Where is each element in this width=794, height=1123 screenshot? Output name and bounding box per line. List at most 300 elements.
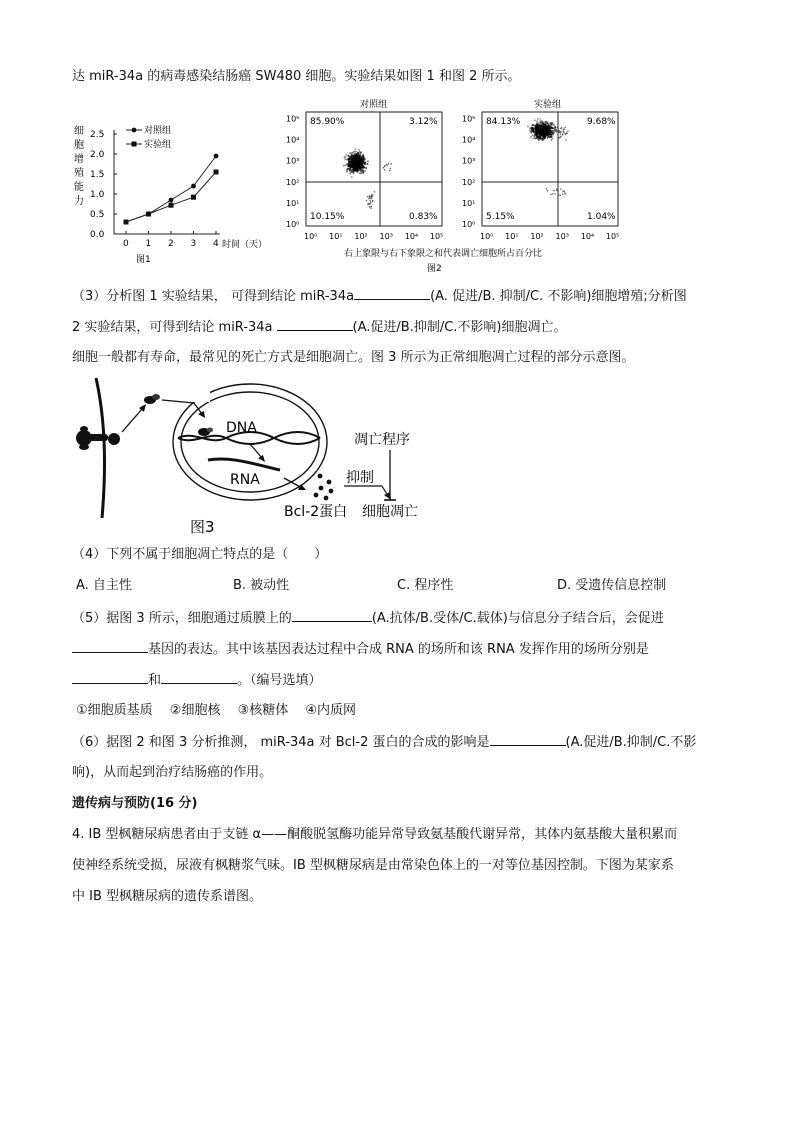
flow-event-dot bbox=[562, 134, 563, 135]
flow-event-dot bbox=[359, 167, 361, 169]
flow-event-dot bbox=[387, 165, 388, 166]
q6-line1 bbox=[72, 733, 696, 752]
flow-event-dot bbox=[537, 125, 539, 127]
flow-event-dot bbox=[529, 130, 531, 132]
flow-event-dot bbox=[350, 172, 352, 174]
flow-event-dot bbox=[353, 170, 355, 172]
flow-event-dot bbox=[547, 124, 549, 126]
flow-event-dot bbox=[370, 208, 371, 209]
flow-event-dot bbox=[343, 165, 345, 167]
q3-blank2[interactable] bbox=[277, 318, 353, 331]
flow-event-dot bbox=[542, 126, 544, 128]
y-tick-label: 10³ bbox=[462, 156, 476, 166]
q5-blank2[interactable] bbox=[72, 640, 148, 653]
q6-blank[interactable] bbox=[490, 733, 566, 746]
flow-event-dot bbox=[558, 190, 559, 191]
flow-event-dot bbox=[366, 168, 368, 170]
q3-line1 bbox=[72, 287, 687, 306]
flow-event-dot bbox=[362, 170, 364, 172]
x-tick-label: 10¹ bbox=[505, 232, 519, 241]
flow-event-dot bbox=[550, 122, 552, 124]
flow-event-dot bbox=[542, 140, 544, 142]
q6-line2: 响)，从而起到治疗结肠癌的作用。 bbox=[72, 765, 273, 780]
flow-event-dot bbox=[371, 198, 372, 199]
fig2-note: 右上象限与右下象限之和代表调亡细胞所占百分比 bbox=[344, 249, 543, 259]
fig1-point-experiment bbox=[124, 220, 129, 225]
flow-event-dot bbox=[561, 127, 562, 128]
exp-scatter-cloud bbox=[527, 118, 568, 196]
flow-event-dot bbox=[536, 132, 538, 134]
fig1-y-tick-label: 2.5 bbox=[90, 130, 105, 140]
flow-event-dot bbox=[383, 167, 384, 168]
flow-event-dot bbox=[562, 194, 563, 195]
fig1-point-control bbox=[169, 198, 174, 203]
flow-event-dot bbox=[541, 131, 543, 133]
intro-line: 达 miR-34a 的病毒感染结肠癌 SW480 细胞。实验结果如图 1 和图 2 所示。 bbox=[72, 69, 521, 84]
y-tick-label: 10⁰ bbox=[286, 220, 300, 229]
flow-event-dot bbox=[351, 176, 353, 178]
flow-event-dot bbox=[364, 161, 366, 163]
flow-event-dot bbox=[344, 159, 346, 161]
flow-event-dot bbox=[363, 157, 365, 159]
flow-event-dot bbox=[358, 170, 360, 172]
flow-event-dot bbox=[552, 134, 554, 136]
q4-stem: （4）下列不属于细胞凋亡特点的是（ ） bbox=[72, 547, 328, 562]
q5-l1b: (A.抗体/B.受体/C.载体)与信息分子结合后，会促进 bbox=[371, 611, 664, 626]
q5-choices: ①细胞质基质 ②细胞核 ③核糖体 ④内质网 bbox=[76, 703, 357, 718]
flow-event-dot bbox=[368, 198, 369, 199]
flow-event-dot bbox=[371, 206, 372, 207]
flow-event-dot bbox=[538, 123, 540, 125]
flow-event-dot bbox=[543, 123, 545, 125]
flow-event-dot bbox=[539, 129, 541, 131]
q5-blank1[interactable] bbox=[292, 609, 372, 622]
flow-event-dot bbox=[539, 137, 541, 139]
x-tick-label: 10⁴ bbox=[404, 232, 419, 241]
fig1-ylabel-char: 细 bbox=[74, 126, 84, 137]
flow-event-dot bbox=[369, 203, 370, 204]
fig1-line-chart bbox=[70, 116, 280, 268]
control-axis-ticks bbox=[286, 114, 443, 241]
fig1-x-tick-label: 1 bbox=[145, 239, 152, 249]
fig1-ylabel bbox=[74, 125, 84, 207]
flow-event-dot bbox=[355, 151, 357, 153]
flow-event-dot bbox=[359, 169, 361, 171]
y-tick-label: 10⁴ bbox=[286, 135, 300, 145]
flow-event-dot bbox=[374, 191, 375, 192]
fig1-y-tick-label: 1.0 bbox=[90, 190, 105, 200]
flow-event-dot bbox=[356, 169, 358, 171]
fig1-x-tick-label: 2 bbox=[168, 239, 174, 249]
q3-blank1[interactable] bbox=[354, 287, 430, 300]
receptor-icon bbox=[76, 426, 120, 450]
control-q-tl: 85.90% bbox=[310, 117, 345, 127]
flow-event-dot bbox=[539, 130, 541, 132]
fig1-x-tick-label: 0 bbox=[123, 239, 129, 249]
flow-event-dot bbox=[557, 187, 558, 188]
flow-event-dot bbox=[370, 200, 371, 201]
signal-molecule-icon bbox=[144, 394, 160, 404]
flow-event-dot bbox=[554, 127, 556, 129]
flow-event-dot bbox=[544, 136, 546, 138]
flow-event-dot bbox=[530, 136, 532, 138]
flow-event-dot bbox=[546, 188, 547, 189]
flow-event-dot bbox=[358, 156, 360, 158]
q4-genetics-line1: 4. IB 型枫糖尿病患者由于支链 α——酮酸脱氢酶功能异常导致氨基酸代谢异常，其体内氨基酸大量积累而 bbox=[72, 827, 678, 842]
flow-event-dot bbox=[531, 128, 533, 130]
flow-event-dot bbox=[367, 160, 369, 162]
fig1-ylabel-char: 能 bbox=[74, 182, 84, 193]
flow-event-dot bbox=[527, 126, 529, 128]
y-tick-label: 10³ bbox=[286, 156, 300, 166]
flow-event-dot bbox=[542, 137, 544, 139]
control-scatter-cloud bbox=[343, 149, 392, 209]
flow-event-dot bbox=[353, 166, 355, 168]
q5-l3a: 和 bbox=[148, 673, 162, 688]
flow-event-dot bbox=[384, 166, 385, 167]
flow-event-dot bbox=[358, 165, 360, 167]
flow-event-dot bbox=[369, 206, 370, 207]
control-q-bl: 10.15% bbox=[310, 212, 345, 222]
y-tick-label: 10² bbox=[462, 177, 476, 187]
x-tick-label: 10³ bbox=[555, 232, 569, 241]
bound-complex-icon bbox=[198, 428, 213, 437]
x-tick-label: 10⁰ bbox=[304, 232, 318, 241]
fig1-x-tick-label: 3 bbox=[190, 239, 197, 249]
flow-event-dot bbox=[541, 125, 543, 127]
flow-event-dot bbox=[366, 200, 367, 201]
flow-event-dot bbox=[555, 129, 556, 130]
fig1-caption: 图1 bbox=[136, 255, 151, 265]
flow-event-dot bbox=[346, 154, 348, 156]
fig1-ylabel-char: 殖 bbox=[74, 168, 84, 179]
flow-event-dot bbox=[537, 118, 539, 120]
q5-l1a: （5）据图 3 所示，细胞通过质膜上的 bbox=[72, 611, 292, 626]
fig3-caption: 图3 bbox=[190, 518, 215, 536]
fig1-y-tick-label: 1.5 bbox=[90, 170, 105, 180]
flow-event-dot bbox=[358, 149, 360, 151]
fig2-exp-title: 实验组 bbox=[534, 100, 562, 110]
dna-label: DNA bbox=[226, 420, 257, 436]
fig2-control-title: 对照组 bbox=[360, 100, 388, 110]
flow-event-dot bbox=[349, 168, 351, 170]
fig1-point-experiment bbox=[191, 195, 196, 200]
q3-part2: (A. 促进/B. 抑制/C. 不影响)细胞增殖;分析图 bbox=[430, 289, 687, 304]
flow-event-dot bbox=[390, 168, 391, 169]
flow-event-dot bbox=[346, 168, 348, 170]
fig1-marks bbox=[124, 154, 219, 225]
flow-event-dot bbox=[565, 139, 566, 140]
flow-event-dot bbox=[532, 127, 534, 129]
flow-event-dot bbox=[535, 127, 537, 129]
flow-event-dot bbox=[531, 132, 533, 134]
flow-event-dot bbox=[357, 159, 359, 161]
flow-event-dot bbox=[567, 131, 568, 132]
flow-event-dot bbox=[354, 151, 356, 153]
control-q-br: 0.83% bbox=[409, 212, 438, 222]
flow-event-dot bbox=[540, 122, 542, 124]
flow-event-dot bbox=[544, 129, 546, 131]
flow-event-dot bbox=[371, 195, 372, 196]
flow-event-dot bbox=[360, 173, 362, 175]
q3-line2 bbox=[72, 318, 567, 337]
flow-event-dot bbox=[566, 133, 567, 134]
flow-event-dot bbox=[547, 190, 548, 191]
flow-event-dot bbox=[558, 194, 559, 195]
fig2-caption: 图2 bbox=[427, 264, 442, 274]
flow-event-dot bbox=[540, 133, 542, 135]
q4-genetics-line2: 使神经系统受损，尿液有枫糖浆气味。IB 型枫糖尿病是由常染色体上的一对等位基因控制。下图为某家系 bbox=[72, 858, 674, 873]
fig1-legend bbox=[126, 124, 171, 150]
flow-event-dot bbox=[564, 192, 565, 193]
fig2-control-panel bbox=[286, 112, 443, 241]
fig1-ylabel-char: 力 bbox=[74, 196, 84, 207]
q4-option-d[interactable]: D. 受遗传信息控制 bbox=[557, 578, 667, 593]
section-title: 遗传病与预防(16 分) bbox=[72, 796, 198, 811]
flow-event-dot bbox=[557, 127, 559, 129]
flow-event-dot bbox=[549, 132, 551, 134]
flow-event-dot bbox=[563, 131, 564, 132]
flow-event-dot bbox=[367, 163, 369, 165]
x-tick-label: 10¹ bbox=[329, 232, 343, 241]
fig2-exp-panel bbox=[462, 112, 619, 241]
flow-event-dot bbox=[356, 170, 358, 172]
y-tick-label: 10⁵ bbox=[462, 114, 476, 124]
flow-event-dot bbox=[363, 158, 365, 160]
flow-event-dot bbox=[533, 129, 535, 131]
q5-line1 bbox=[72, 609, 664, 628]
control-q-tr: 3.12% bbox=[409, 117, 438, 127]
flow-event-dot bbox=[540, 120, 542, 122]
flow-event-dot bbox=[351, 152, 353, 154]
x-tick-label: 10³ bbox=[379, 232, 393, 241]
flow-event-dot bbox=[345, 156, 347, 158]
flow-event-dot bbox=[346, 159, 348, 161]
flow-event-dot bbox=[356, 161, 358, 163]
flow-event-dot bbox=[553, 190, 554, 191]
flow-event-dot bbox=[555, 131, 557, 133]
exp-q-br: 1.04% bbox=[587, 212, 616, 222]
flow-event-dot bbox=[560, 133, 561, 134]
y-tick-label: 10¹ bbox=[462, 198, 476, 208]
flow-event-dot bbox=[362, 167, 364, 169]
q6-l1a: （6）据图 2 和图 3 分析推测， miR-34a 对 Bcl-2 蛋白的合成的影响是 bbox=[72, 735, 490, 750]
flow-event-dot bbox=[389, 170, 390, 171]
flow-event-dot bbox=[540, 118, 542, 120]
flow-event-dot bbox=[360, 151, 362, 153]
flow-event-dot bbox=[545, 121, 547, 123]
fig1-point-control bbox=[191, 184, 196, 189]
fig1-y-tick-label: 0.0 bbox=[90, 230, 105, 240]
flow-event-dot bbox=[547, 136, 549, 138]
flow-event-dot bbox=[558, 137, 559, 138]
flow-event-dot bbox=[533, 138, 535, 140]
exp-q-tl: 84.13% bbox=[486, 117, 521, 127]
program-label: 凋亡程序 bbox=[354, 432, 410, 448]
flow-event-dot bbox=[352, 158, 354, 160]
flow-event-dot bbox=[535, 125, 537, 127]
q3-line2b: (A.促进/B.抑制/C.不影响)细胞凋亡。 bbox=[352, 320, 567, 335]
flow-event-dot bbox=[358, 163, 360, 165]
flow-event-dot bbox=[347, 165, 349, 167]
fig1-point-experiment bbox=[169, 203, 174, 208]
fig1-x-tick-label: 4 bbox=[213, 239, 219, 249]
flow-event-dot bbox=[549, 128, 551, 130]
fig2-flow-plots bbox=[282, 96, 742, 278]
q4-option-b[interactable]: B. 被动性 bbox=[233, 578, 290, 593]
flow-event-dot bbox=[550, 194, 551, 195]
inhibit-label: 抑制 bbox=[346, 470, 374, 486]
x-tick-label: 10⁰ bbox=[480, 232, 494, 241]
flow-event-dot bbox=[538, 140, 540, 142]
flow-event-dot bbox=[372, 194, 373, 195]
q5-l3b: 。（编号选填） bbox=[237, 673, 322, 688]
flow-event-dot bbox=[355, 149, 357, 151]
flow-event-dot bbox=[551, 130, 553, 132]
flow-event-dot bbox=[543, 133, 545, 135]
flow-event-dot bbox=[350, 165, 352, 167]
exp-q-tr: 9.68% bbox=[587, 117, 616, 127]
flow-event-dot bbox=[360, 171, 362, 173]
q5-blank4[interactable] bbox=[161, 671, 237, 684]
flow-event-dot bbox=[535, 129, 537, 131]
bcl2-label: Bcl-2蛋白 bbox=[284, 504, 348, 520]
flow-event-dot bbox=[545, 126, 547, 128]
fig1-point-experiment bbox=[146, 212, 151, 217]
flow-event-dot bbox=[372, 200, 373, 201]
flow-event-dot bbox=[555, 193, 556, 194]
flow-event-dot bbox=[552, 138, 554, 140]
x-tick-label: 10⁵ bbox=[605, 232, 620, 241]
flow-event-dot bbox=[359, 173, 361, 175]
legend-experiment: 实验组 bbox=[144, 140, 172, 150]
fig1-xlabel: 时间（天） bbox=[222, 240, 268, 250]
flow-event-dot bbox=[348, 155, 350, 157]
flow-event-dot bbox=[349, 152, 351, 154]
flow-event-dot bbox=[541, 129, 543, 131]
flow-event-dot bbox=[562, 190, 563, 191]
flow-event-dot bbox=[551, 139, 553, 141]
fig1-y-tick-label: 0.5 bbox=[90, 210, 105, 220]
flow-event-dot bbox=[359, 151, 361, 153]
flow-event-dot bbox=[551, 132, 553, 134]
q5-l2: 基因的表达。其中该基因表达过程中合成 RNA 的场所和该 RNA 发挥作用的场所分别是 bbox=[148, 642, 649, 657]
flow-event-dot bbox=[546, 132, 548, 134]
flow-event-dot bbox=[534, 120, 536, 122]
flow-event-dot bbox=[364, 164, 366, 166]
flow-event-dot bbox=[560, 137, 561, 138]
flow-event-dot bbox=[560, 131, 561, 132]
flow-event-dot bbox=[370, 197, 371, 198]
death-label: 细胞凋亡 bbox=[362, 504, 418, 520]
flow-event-dot bbox=[345, 165, 347, 167]
flow-event-dot bbox=[536, 123, 538, 125]
q6-l1b: (A.促进/B.抑制/C.不影 bbox=[565, 735, 697, 750]
flow-event-dot bbox=[548, 134, 550, 136]
flow-event-dot bbox=[356, 153, 358, 155]
flow-event-dot bbox=[558, 128, 559, 129]
flow-event-dot bbox=[369, 195, 370, 196]
flow-event-dot bbox=[546, 130, 548, 132]
fig1-point-experiment bbox=[214, 170, 219, 175]
flow-event-dot bbox=[560, 136, 561, 137]
flow-event-dot bbox=[553, 128, 555, 130]
flow-event-dot bbox=[558, 130, 559, 131]
flow-event-dot bbox=[354, 162, 356, 164]
q3-line2a: 2 实验结果，可得到结论 miR-34a bbox=[72, 320, 273, 335]
flow-event-dot bbox=[354, 157, 356, 159]
legend-control: 对照组 bbox=[144, 126, 172, 136]
y-tick-label: 10⁰ bbox=[462, 220, 476, 229]
cell-membrane bbox=[96, 378, 104, 518]
flow-event-dot bbox=[547, 123, 549, 125]
flow-event-dot bbox=[541, 130, 543, 132]
flow-event-dot bbox=[355, 160, 357, 162]
q4-option-c[interactable]: C. 程序性 bbox=[397, 578, 454, 593]
flow-event-dot bbox=[349, 161, 351, 163]
q5-blank3[interactable] bbox=[72, 671, 148, 684]
flow-event-dot bbox=[560, 195, 561, 196]
flow-event-dot bbox=[539, 136, 541, 138]
bcl2-protein-dots bbox=[314, 474, 334, 501]
fig1-point-control bbox=[214, 154, 219, 159]
fig3-apoptosis-diagram bbox=[70, 372, 440, 540]
flow-event-dot bbox=[534, 138, 536, 140]
q4-option-a[interactable]: A. 自主性 bbox=[76, 578, 132, 593]
flow-event-dot bbox=[536, 121, 538, 123]
flow-event-dot bbox=[546, 128, 548, 130]
q5-line3 bbox=[72, 671, 322, 690]
flow-event-dot bbox=[350, 157, 352, 159]
flow-event-dot bbox=[391, 163, 392, 164]
flow-event-dot bbox=[349, 159, 351, 161]
flow-event-dot bbox=[564, 129, 565, 130]
fig1-ylabel-char: 胞 bbox=[74, 140, 84, 151]
flow-event-dot bbox=[532, 135, 534, 137]
flow-event-dot bbox=[564, 191, 565, 192]
flow-event-dot bbox=[361, 161, 363, 163]
x-tick-label: 10² bbox=[354, 232, 368, 241]
flow-event-dot bbox=[559, 132, 560, 133]
rna-strand bbox=[208, 459, 280, 470]
q5-line2 bbox=[72, 640, 649, 659]
flow-event-dot bbox=[541, 121, 543, 123]
apoptosis-paragraph: 细胞一般都有寿命，最常见的死亡方式是细胞凋亡。图 3 所示为正常细胞凋亡过程的部分示意图。 bbox=[72, 350, 635, 365]
flow-event-dot bbox=[351, 163, 353, 165]
flow-event-dot bbox=[553, 130, 555, 132]
flow-event-dot bbox=[532, 130, 534, 132]
flow-event-dot bbox=[550, 127, 552, 129]
y-tick-label: 10² bbox=[286, 177, 300, 187]
flow-event-dot bbox=[384, 169, 385, 170]
flow-event-dot bbox=[346, 171, 348, 173]
x-tick-label: 10² bbox=[530, 232, 544, 241]
flow-event-dot bbox=[360, 158, 362, 160]
flow-event-dot bbox=[565, 127, 566, 128]
fig1-series-line-0 bbox=[126, 156, 216, 222]
flow-event-dot bbox=[537, 130, 539, 132]
flow-event-dot bbox=[370, 202, 371, 203]
x-tick-label: 10⁴ bbox=[580, 232, 595, 241]
flow-event-dot bbox=[553, 124, 555, 126]
flow-event-dot bbox=[552, 124, 554, 126]
flow-event-dot bbox=[364, 170, 366, 172]
flow-event-dot bbox=[545, 123, 547, 125]
flow-event-dot bbox=[363, 155, 365, 157]
flow-event-dot bbox=[367, 196, 368, 197]
flow-event-dot bbox=[554, 132, 555, 133]
flow-event-dot bbox=[556, 189, 557, 190]
